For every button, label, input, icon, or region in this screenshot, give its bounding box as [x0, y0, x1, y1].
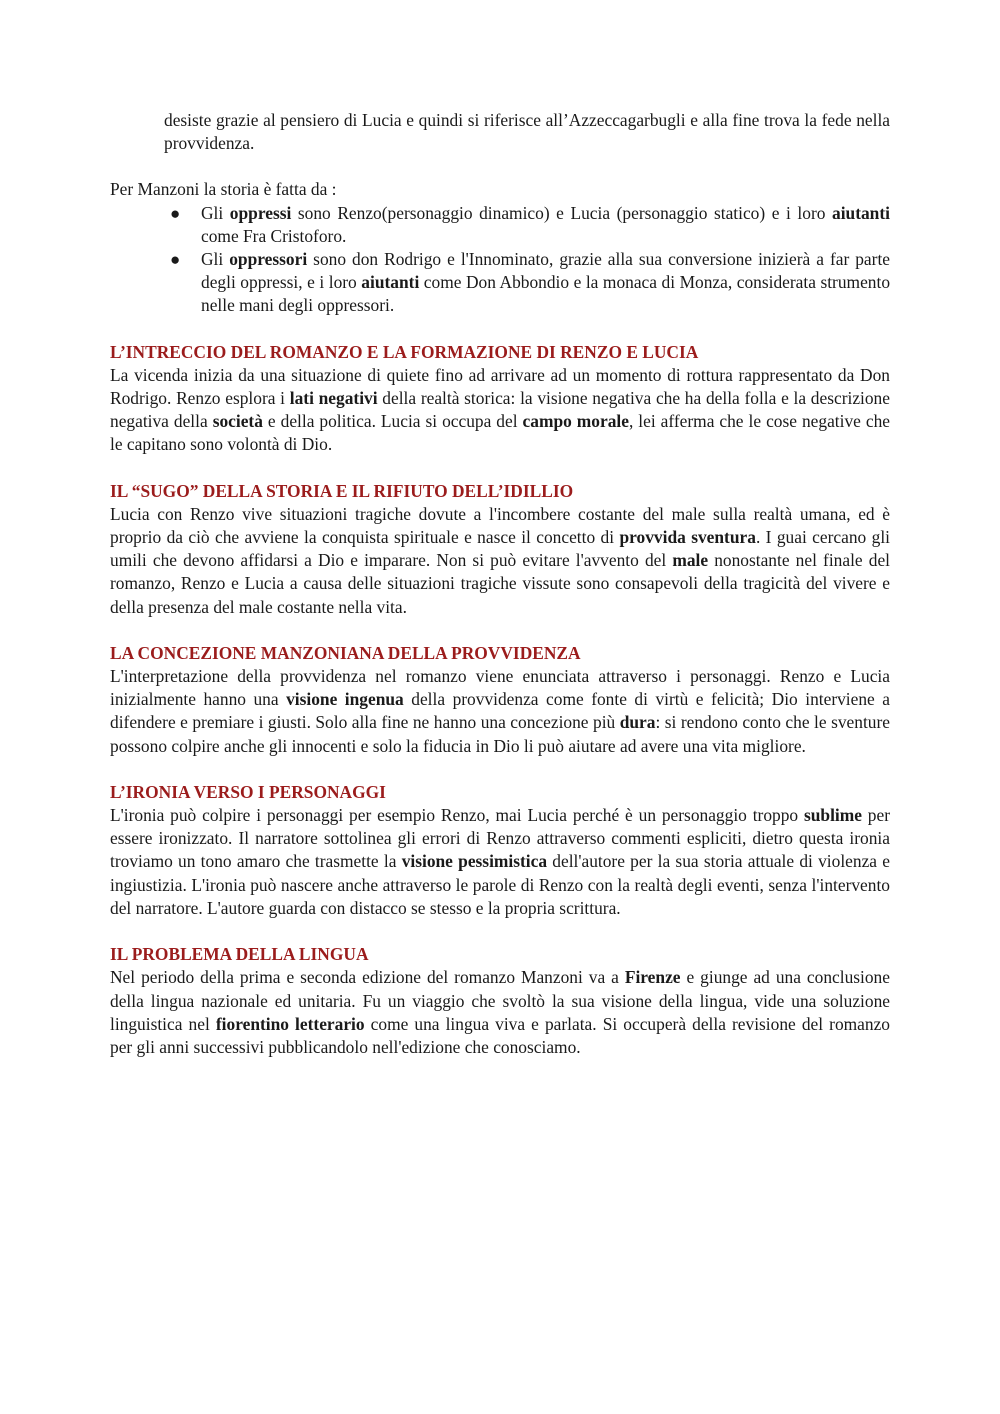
- bullet-icon: ●: [170, 250, 181, 270]
- bullet-list: [110, 202, 890, 318]
- section-heading-sugo: IL “SUGO” DELLA STORIA E IL RIFIUTO DELL’IDILLIO: [110, 480, 574, 501]
- section-heading-ironia: L’IRONIA VERSO I PERSONAGGI: [110, 781, 386, 802]
- list-item: ● Gli oppressi sono Renzo(personaggio dinamico) e Lucia (personaggio statico) e i loro aiutanti come Fra Cristoforo.: [170, 202, 890, 246]
- list-item: ● Gli oppressori sono don Rodrigo e l'Innominato, grazie alla sua conversione inizierà a far parte degli oppressi, e i loro aiutanti come Don Abbondio e la monaca di Monza, considerata strumento nelle mani degli oppressori.: [170, 249, 891, 316]
- section-paragraph-sugo: Lucia con Renzo vive situazioni tragiche dovute a l'incombere costante del male sulla realtà umana, ed è proprio da ciò che avviene la conquista spirituale e nasce il concetto di provvida sventura. I guai cercano gli umili che devono affidarsi a Dio e imparare. Non si può evitare l'avvento del male nonostante nel finale del romanzo, Renzo e Lucia a causa delle situazioni tragiche vissute sono consapevoli della tragicità del vivere e della presenza del male costante nella vita.: [110, 503, 890, 617]
- intro-line: Per Manzoni la storia è fatta da :: [110, 179, 337, 200]
- section-paragraph-provvidenza: L'interpretazione della provvidenza nel romanzo viene enunciata attraverso i personaggi. Renzo e Lucia inizialmente hanno una visione ingenua della provvidenza come fonte di virtù e felicità; Dio interviene a difendere e premiare i giusti. Solo alla fine ne hanno una concezione più dura: si rendono conto che le sventure possono colpire anche gli innocenti e solo la fiducia in Dio li può aiutare ad avere una vita migliore.: [110, 666, 890, 756]
- section-heading-intreccio: L’INTRECCIO DEL ROMANZO E LA FORMAZIONE DI RENZO E LUCIA: [110, 341, 699, 362]
- section-paragraph-ironia: L'ironia può colpire i personaggi per esempio Renzo, mai Lucia perché è un personaggio troppo sublime per essere ironizzato. Il narratore sottolinea gli errori di Renzo attraverso commenti espliciti, dietro questa ironia troviamo un tono amaro che trasmette la visione pessimistica dell'autore per la sua storia attuale di violenza e ingiustizia. L'ironia può nascere anche attraverso le parole di Renzo con la realtà degli eventi, senza l'intervento del narratore. L'autore guarda con distacco se stesso e la propria scrittura.: [110, 805, 890, 918]
- section-heading-lingua: IL PROBLEMA DELLA LINGUA: [110, 944, 369, 965]
- continuation-paragraph: desiste grazie al pensiero di Lucia e quindi si riferisce all’Azzeccagarbugli e alla fine trova la fede nella provvidenza.: [164, 110, 890, 154]
- bullet-icon: ●: [170, 203, 181, 223]
- section-paragraph-intreccio: La vicenda inizia da una situazione di quiete fino ad arrivare ad un momento di rottura rappresentato da Don Rodrigo. Renzo esplora i lati negativi della realtà storica: la visione negativa che ha della folla e la descrizione negativa della società e della politica. Lucia si occupa del campo morale, lei afferma che le cose negative che le capitano sono volontà di Dio.: [110, 364, 890, 455]
- document-page: [110, 109, 890, 1059]
- section-heading-provvidenza: LA CONCEZIONE MANZONIANA DELLA PROVVIDENZA: [110, 642, 581, 663]
- section-paragraph-lingua: Nel periodo della prima e seconda edizione del romanzo Manzoni va a Firenze e giunge ad una conclusione della lingua nazionale ed unitaria. Fu un viaggio che svoltò la sua visione della lingua, vide una soluzione linguistica nel fiorentino letterario come una lingua viva e parlata. Si occuperà della revisione del romanzo per gli anni successivi pubblicandolo nell'edizione che conosciamo.: [110, 967, 890, 1057]
